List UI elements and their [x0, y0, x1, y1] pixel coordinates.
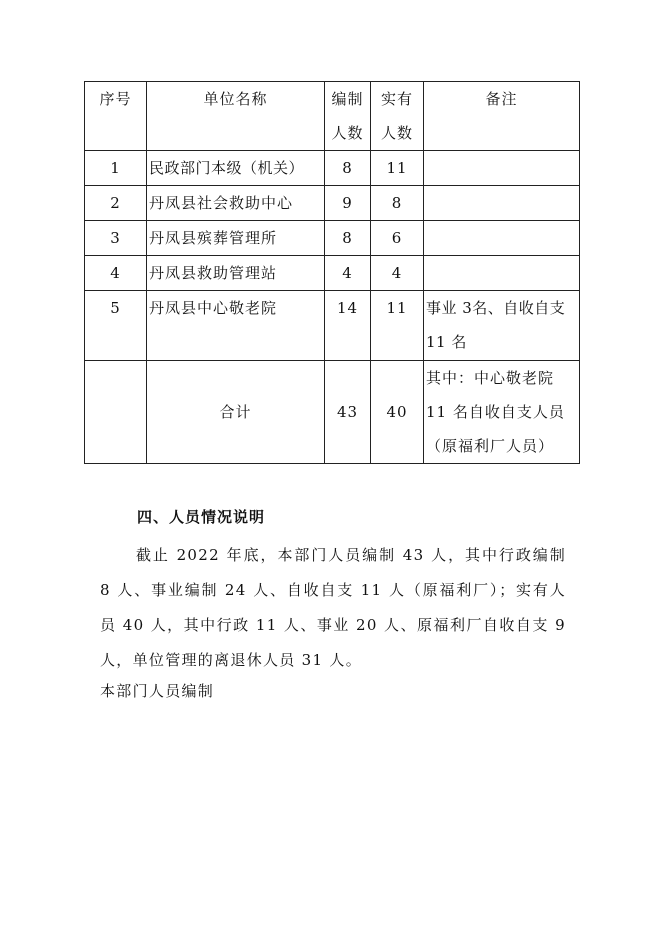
- staffing-table: [84, 81, 580, 464]
- row-actual: 11: [371, 151, 424, 186]
- row-quota: 8: [325, 151, 371, 186]
- row-remark: [424, 256, 580, 291]
- row-quota: 8: [325, 221, 371, 256]
- row-index: 5: [85, 291, 147, 361]
- row-index: 3: [85, 221, 147, 256]
- row-unit: 丹凤县救助管理站: [147, 256, 325, 291]
- header-quota-line2: 人数: [331, 124, 364, 142]
- row-actual: 4: [371, 256, 424, 291]
- header-index: 序号: [85, 82, 147, 151]
- row-quota: 4: [325, 256, 371, 291]
- total-remark: [424, 361, 580, 464]
- row-unit: 丹凤县社会救助中心: [147, 186, 325, 221]
- row-remark: [424, 186, 580, 221]
- header-unit: 单位名称: [147, 82, 325, 151]
- total-remark-line3: （原福利厂人员）: [426, 437, 555, 455]
- remark-line2: 11 名: [426, 333, 467, 351]
- table-header-row: [85, 82, 580, 151]
- total-index: [85, 361, 147, 464]
- row-unit: 丹凤县殡葬管理所: [147, 221, 325, 256]
- section-tail-text: 本部门人员编制: [100, 682, 215, 700]
- row-index: 4: [85, 256, 147, 291]
- table-row: [85, 291, 580, 361]
- row-unit: 民政部门本级（机关）: [147, 151, 325, 186]
- remark-line1: 事业 3名、自收自支: [426, 299, 566, 317]
- row-unit: 丹凤县中心敬老院: [147, 291, 325, 361]
- row-index: 2: [85, 186, 147, 221]
- table-row: [85, 221, 580, 256]
- row-remark: [424, 151, 580, 186]
- table-row: [85, 151, 580, 186]
- table-row: [85, 186, 580, 221]
- table-total-row: [85, 361, 580, 464]
- row-actual: 11: [371, 291, 424, 361]
- section-paragraph: 截止 2022 年底，本部门人员编制 43 人，其中行政编制 8 人、事业编制 24 人、自收自支 11 人（原福利厂）；实有人员 40 人，其中行政 11 人、事业 20 人、原福利厂自收自支 9 人，单位管理的离退休人员 31 人。: [100, 546, 566, 669]
- row-index: 1: [85, 151, 147, 186]
- row-actual: 6: [371, 221, 424, 256]
- total-label: 合计: [147, 361, 325, 464]
- header-quota-line1: 编制: [331, 90, 364, 108]
- total-quota: 43: [325, 361, 371, 464]
- header-remark: 备注: [424, 82, 580, 151]
- row-remark: [424, 221, 580, 256]
- header-actual-line2: 人数: [380, 124, 413, 142]
- header-actual: [371, 82, 424, 151]
- row-remark: [424, 291, 580, 361]
- header-actual-line1: 实有: [380, 90, 413, 108]
- row-quota: 14: [325, 291, 371, 361]
- section-title: 四、人员情况说明: [137, 508, 266, 526]
- total-remark-line2: 11 名自收自支人员: [426, 403, 565, 421]
- row-actual: 8: [371, 186, 424, 221]
- table-row: [85, 256, 580, 291]
- total-remark-line1: 其中：中心敬老院: [426, 369, 555, 387]
- total-actual: 40: [371, 361, 424, 464]
- header-quota: [325, 82, 371, 151]
- row-quota: 9: [325, 186, 371, 221]
